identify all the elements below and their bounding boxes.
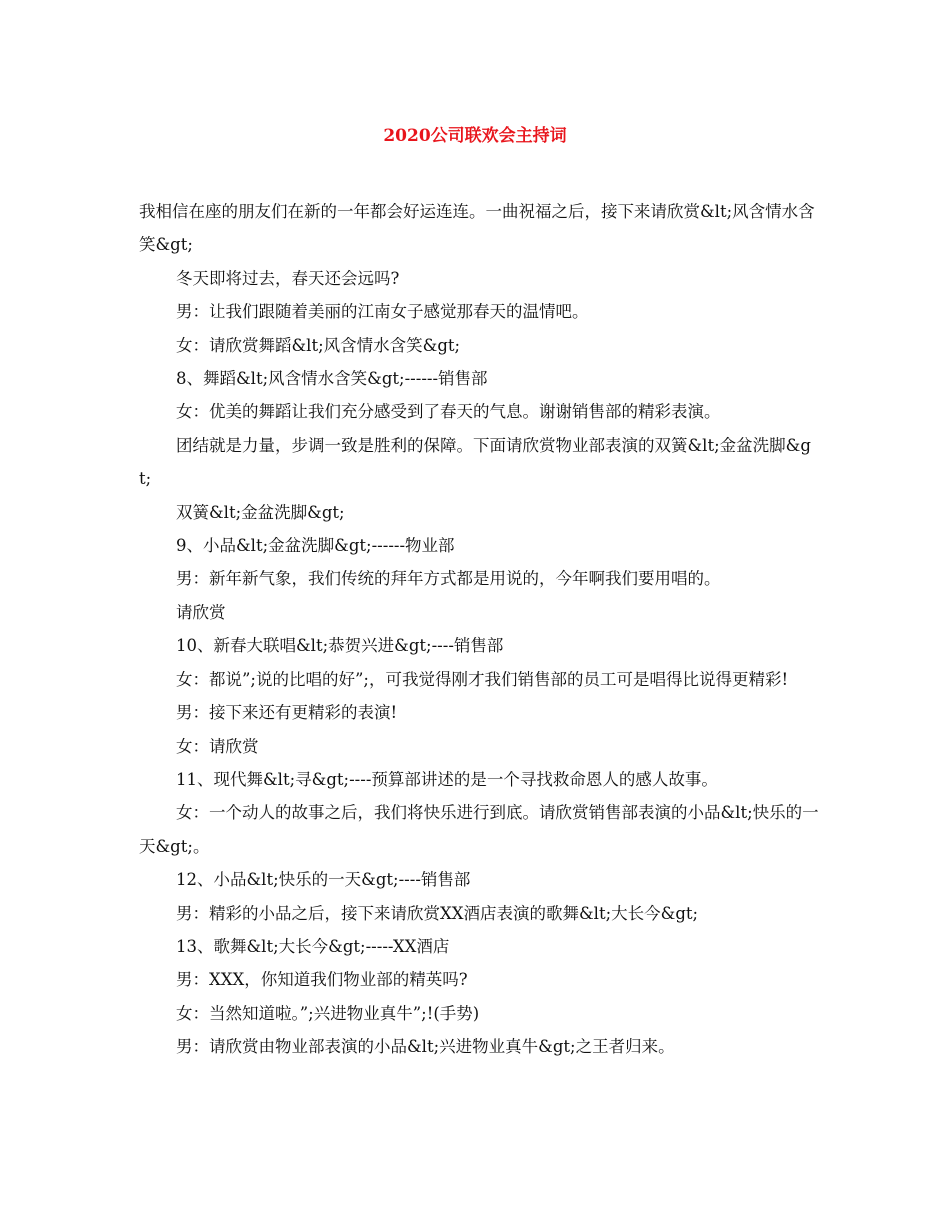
paragraph: 11、现代舞&lt;寻&gt;----预算部讲述的是一个寻找救命恩人的感人故事。 <box>176 769 718 789</box>
paragraph: 女：请欣赏 <box>176 736 259 756</box>
paragraph: 双簧&lt;金盆洗脚&gt; <box>176 502 345 522</box>
paragraph: 女：优美的舞蹈让我们充分感受到了春天的气息。谢谢销售部的精彩表演。 <box>176 402 721 422</box>
paragraph: 男：让我们跟随着美丽的江南女子感觉那春天的温情吧。 <box>176 302 589 322</box>
paragraph: 男：新年新气象，我们传统的拜年方式都是用说的，今年啊我们要用唱的。 <box>176 569 721 589</box>
document-body <box>139 195 819 1064</box>
paragraph: 请欣赏 <box>176 602 226 622</box>
paragraph: 男：精彩的小品之后，接下来请欣赏XX酒店表演的歌舞&lt;大长今&gt; <box>176 903 699 923</box>
paragraph: 我相信在座的朋友们在新的一年都会好运连连。一曲祝福之后，接下来请欣赏&lt;风含情水含笑&gt; <box>139 202 815 255</box>
paragraph: 男：请欣赏由物业部表演的小品&lt;兴进物业真牛&gt;之王者归来。 <box>176 1037 675 1057</box>
paragraph: 女：都说”;说的比唱的好”;，可我觉得刚才我们销售部的员工可是唱得比说得更精彩! <box>176 669 789 689</box>
paragraph: 12、小品&lt;快乐的一天&gt;----销售部 <box>176 870 471 890</box>
paragraph: 男：接下来还有更精彩的表演! <box>176 703 398 723</box>
paragraph: 女：当然知道啦。”;兴进物业真牛”;!(手势) <box>176 1003 480 1023</box>
paragraph: 女：请欣赏舞蹈&lt;风含情水含笑&gt; <box>176 335 461 355</box>
paragraph: 10、新春大联唱&lt;恭贺兴进&gt;----销售部 <box>176 636 504 656</box>
paragraph: 8、舞蹈&lt;风含情水含笑&gt;------销售部 <box>176 369 488 389</box>
paragraph: 男：XXX，你知道我们物业部的精英吗? <box>176 970 468 990</box>
paragraph: 团结就是力量，步调一致是胜利的保障。下面请欣赏物业部表演的双簧&lt;金盆洗脚&gt; <box>139 435 811 489</box>
paragraph: 女：一个动人的故事之后，我们将快乐进行到底。请欣赏销售部表演的小品&lt;快乐的一天&gt;。 <box>139 803 819 856</box>
paragraph: 9、小品&lt;金盆洗脚&gt;------物业部 <box>176 536 455 556</box>
paragraph: 13、歌舞&lt;大长今&gt;-----XX酒店 <box>176 936 450 956</box>
document-title: 2020公司联欢会主持词 <box>383 126 567 146</box>
paragraph: 冬天即将过去，春天还会远吗? <box>176 268 400 288</box>
